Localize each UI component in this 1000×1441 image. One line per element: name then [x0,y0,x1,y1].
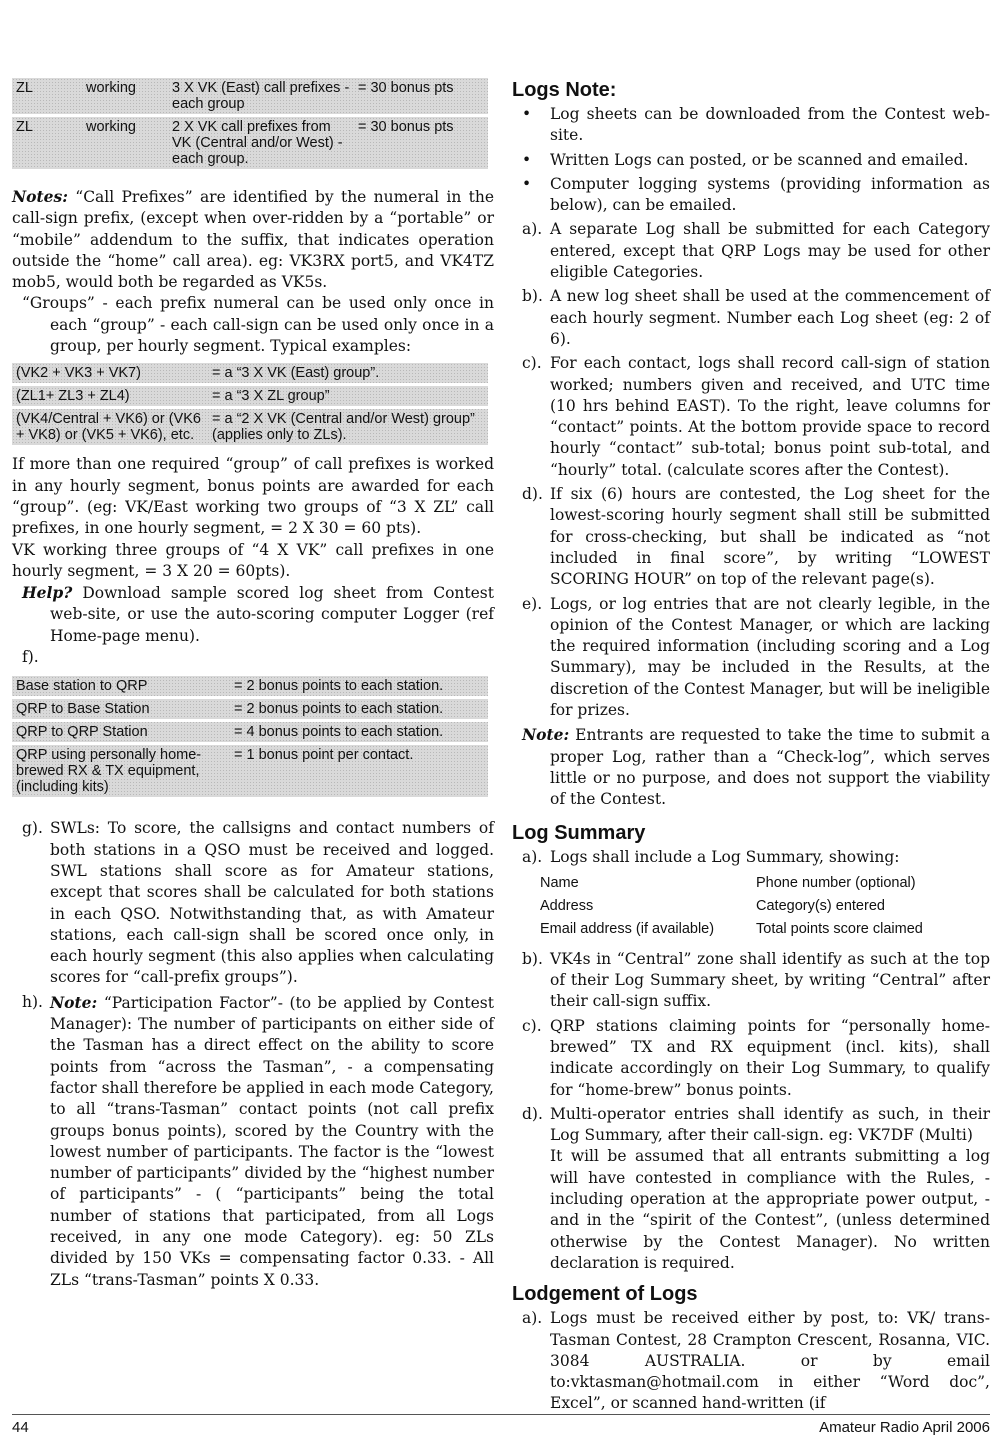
right-column [512,78,990,1418]
item-text: A new log sheet shall be used at the commencement of each hourly segment. Number each Log sheet (eg: 2 of 6). [550,287,990,348]
item-label: d). [522,485,543,504]
table-cell: = a “2 X VK (Central and/or West) group” (applies only to ZLs). [208,408,488,447]
item-text: If six (6) hours are contested, the Log sheet for the lowest-scoring hourly segment shall still be submitted for cross-checking, but shall be indicated as “not included in final score”, by writing “LOWEST SCORING HOUR” on top of the relevant page(s). [550,485,990,589]
table-cell: = 30 bonus pts [354,78,488,116]
list-item: • Computer logging systems (providing information as below), can be emailed. [512,174,990,217]
list-item [12,818,494,988]
item-text: VK4s in “Central” zone shall identify as such at the top of their Log Summary sheet, by writing “Central” after their call-sign suffix. [550,949,990,1011]
log-summary-heading: Log Summary [512,821,646,844]
help-text: Download sample scored log sheet from Contest web-site, or use the auto-scoring computer Logger (ref Home-page menu). [50,584,494,645]
table-row [12,78,488,116]
page-number: 44 [12,1419,29,1436]
list-item [512,1308,990,1414]
groups-paragraph: “Groups” - each prefix numeral can be used only once in each “group” - each call-sign can be used only once in a group, per hourly segment. Typical examples: [22,294,494,356]
notes-paragraph [12,186,494,293]
multi-group-paragraph-2: VK working three groups of “4 X VK” call prefixes in one hourly segment, = 3 X 20 = 60pts). [12,540,494,580]
groups-table [12,363,488,448]
table-row [12,698,488,721]
table-cell: (VK4/Central + VK6) or (VK6 + VK8) or (VK5 + VK6), etc. [12,408,208,447]
table-cell: = 30 bonus pts [354,116,488,171]
item-label: g). [22,819,43,838]
table-row [12,116,488,171]
item-label: b). [522,287,543,306]
item-label: a). [522,220,543,239]
item-text: Logs, or log entries that are not clearly legible, in the opinion of the Contest Manager, or which are lacking the required information (including scoring and a Log Summary), may be included in the Results, at the discretion of the Contest Manager, but will be ineligible for prizes. [550,594,990,720]
summary-field: Address [540,897,594,914]
item-label: c). [522,354,542,373]
summary-field: Total points score claimed [756,920,923,937]
list-item [512,949,990,1013]
table-cell: = a “3 X VK (East) group”. [208,363,488,385]
list-item [512,1016,990,1101]
item-label: a). [522,1309,543,1328]
table-cell: Base station to QRP [12,676,230,698]
table-cell: working [82,116,168,171]
list-item [512,353,990,481]
table-row [12,385,488,408]
table-cell: ZL [12,78,82,116]
note-paragraph [512,724,990,810]
table-cell: QRP using personally home-brewed RX & TX equipment, (including kits) [12,744,230,799]
item-text: A separate Log shall be submitted for each Category entered, except that QRP Logs may be used for other eligible Categories. [550,220,990,282]
summary-field: Phone number (optional) [756,874,916,891]
item-label: a). [522,847,543,866]
summary-fields [540,872,990,941]
table-row [12,408,488,447]
table-row [12,721,488,744]
compliance-paragraph: It will be assumed that all entrants submitting a log will have contested in compliance with the Rules, - including operation at the appropriate power output, - and in the “spirit of the Contest”, (unless determined otherwise by the Contest Manager). No written declaration is required. [550,1147,990,1272]
table-row [12,363,488,385]
list-item: • Written Logs can posted, or be scanned and emailed. [512,150,990,171]
qrp-bonus-table [12,676,488,800]
publication-name: Amateur Radio April 2006 [819,1419,990,1436]
h-note-label: Note: [50,992,98,1012]
table-cell: QRP to Base Station [12,698,230,721]
item-label: h). [22,992,43,1011]
table-cell: (ZL1+ ZL3 + ZL4) [12,385,208,408]
item-text: Logs shall include a Log Summary, showing: [550,847,900,866]
table-cell: = 2 bonus points to each station. [230,676,488,698]
item-label: e). [522,594,543,613]
multi-group-paragraph: If more than one required “group” of call prefixes is worked in any hourly segment, bonus points are awarded for each “group”. (eg: VK/East working two groups of “3 X ZL” call prefixes, in one hourly segment, = 2 X 30 = 60 pts). [12,455,494,538]
table-cell: (VK2 + VK3 + VK7) [12,363,208,385]
list-item [12,992,494,1291]
table-cell: = a “3 X ZL group” [208,385,488,408]
list-item [512,286,990,350]
help-label: Help? [22,583,73,603]
logs-note-heading: Logs Note: [512,79,617,101]
table-cell: working [82,78,168,116]
summary-field: Category(s) entered [756,897,885,914]
item-text: Multi-operator entries shall identify as such, in their Log Summary, after their call-sign. eg: VK7DF (Multi) [550,1104,990,1145]
item-text: SWLs: To score, the callsigns and contact numbers of both stations in a QSO must be received and logged. SWL stations shall score as for Amateur stations, except that scores shall be calculated for both stations in each QSO. Notwithstanding that, as with Amateur stations, each call-sign shall be scored once only, in each hourly segment (this also applies when calculating scores for “call-prefix groups”). [50,819,494,987]
logs-note-bullets [512,104,990,216]
table-cell: = 2 bonus points to each station. [230,698,488,721]
table-cell: 3 X VK (East) call prefixes - each group [168,78,354,116]
notes-text: “Call Prefixes” are identified by the numeral in the call-sign prefix, (except when over-ridden by a “portable” or “mobile” addendum to the suffix, that indicates operation outside the “home” call area). eg: VK3RX port5, and VK4TZ mob5, would both be regarded as VK5s. [12,188,494,292]
f-label: f). [22,648,39,667]
item-label: c). [522,1016,542,1035]
page-footer [12,1414,990,1436]
item-text: Logs must be received either by post, to: VK/ trans-Tasman Contest, 28 Crampton Crescent, Rosanna, VIC. 3084 AUSTRALIA. or by email to:vktasman@hotmail.com in either “Word doc”, Excel”, or scanned hand-written (if [550,1309,990,1413]
item-label: b). [522,949,543,968]
table-row [12,744,488,799]
zl-bonus-table [12,78,488,172]
list-item [512,1104,990,1147]
table-cell: = 4 bonus points to each station. [230,721,488,744]
list-item [512,484,990,590]
h-text: “Participation Factor”- (to be applied by Contest Manager): The number of participants on either side of the Tasman has a direct effect on the ability to score points from “across the Tasman”, - a compensating factor shall therefore be applied in each mode Category, to all “trans-Tasman” contact points (not call prefix groups bonus points), scored by the Country with the lowest number of participants. The factor is the “lowest number of participants” divided by the “highest number of participants” - ( “participants” being the total number of stations that participated, from all Logs received, in any one mode Category). eg: 50 ZLs divided by 150 VKs = compensating factor 0.33. - All ZLs “trans-Tasman” points X 0.33. [50,993,494,1289]
list-item [512,219,990,283]
lodgement-heading: Lodgement of Logs [512,1283,698,1306]
table-cell: 2 X VK call prefixes from VK (Central and/or West) - each group. [168,116,354,171]
item-text [50,992,494,1291]
summary-field: Email address (if available) [540,920,715,937]
item-text: QRP stations claiming points for “personally home-brewed” TX and RX equipment (incl. kits), shall indicate accordingly on their Log Summary, to qualify for “home-brew” bonus points. [550,1016,990,1099]
notes-label: Notes: [12,187,68,206]
table-cell: = 1 bonus point per contact. [230,744,488,799]
table-cell: ZL [12,116,82,171]
item-text: For each contact, logs shall record call-sign of station worked; numbers given and received, and UTC time (10 hrs behind EAST). To the right, leave columns for “contact” points. At the bottom provide space to record hourly “contact” sub-total; bonus point sub-total, and “hourly” total. (calculate scores after the Contest). [550,354,990,479]
list-item [512,594,990,722]
left-column [12,78,494,1294]
table-cell: QRP to QRP Station [12,721,230,744]
note-text: Entrants are requested to take the time to submit a proper Log, rather than a “Check-log”, which serves little or no purpose, and does not support the viability of the Contest. [550,726,990,809]
help-paragraph [12,582,494,647]
list-item [512,847,990,868]
note-label: Note: [522,725,570,745]
summary-field: Name [540,874,579,891]
table-row [12,676,488,698]
list-item: • Log sheets can be downloaded from the Contest web-site. [512,104,990,147]
item-label: d). [522,1104,543,1123]
